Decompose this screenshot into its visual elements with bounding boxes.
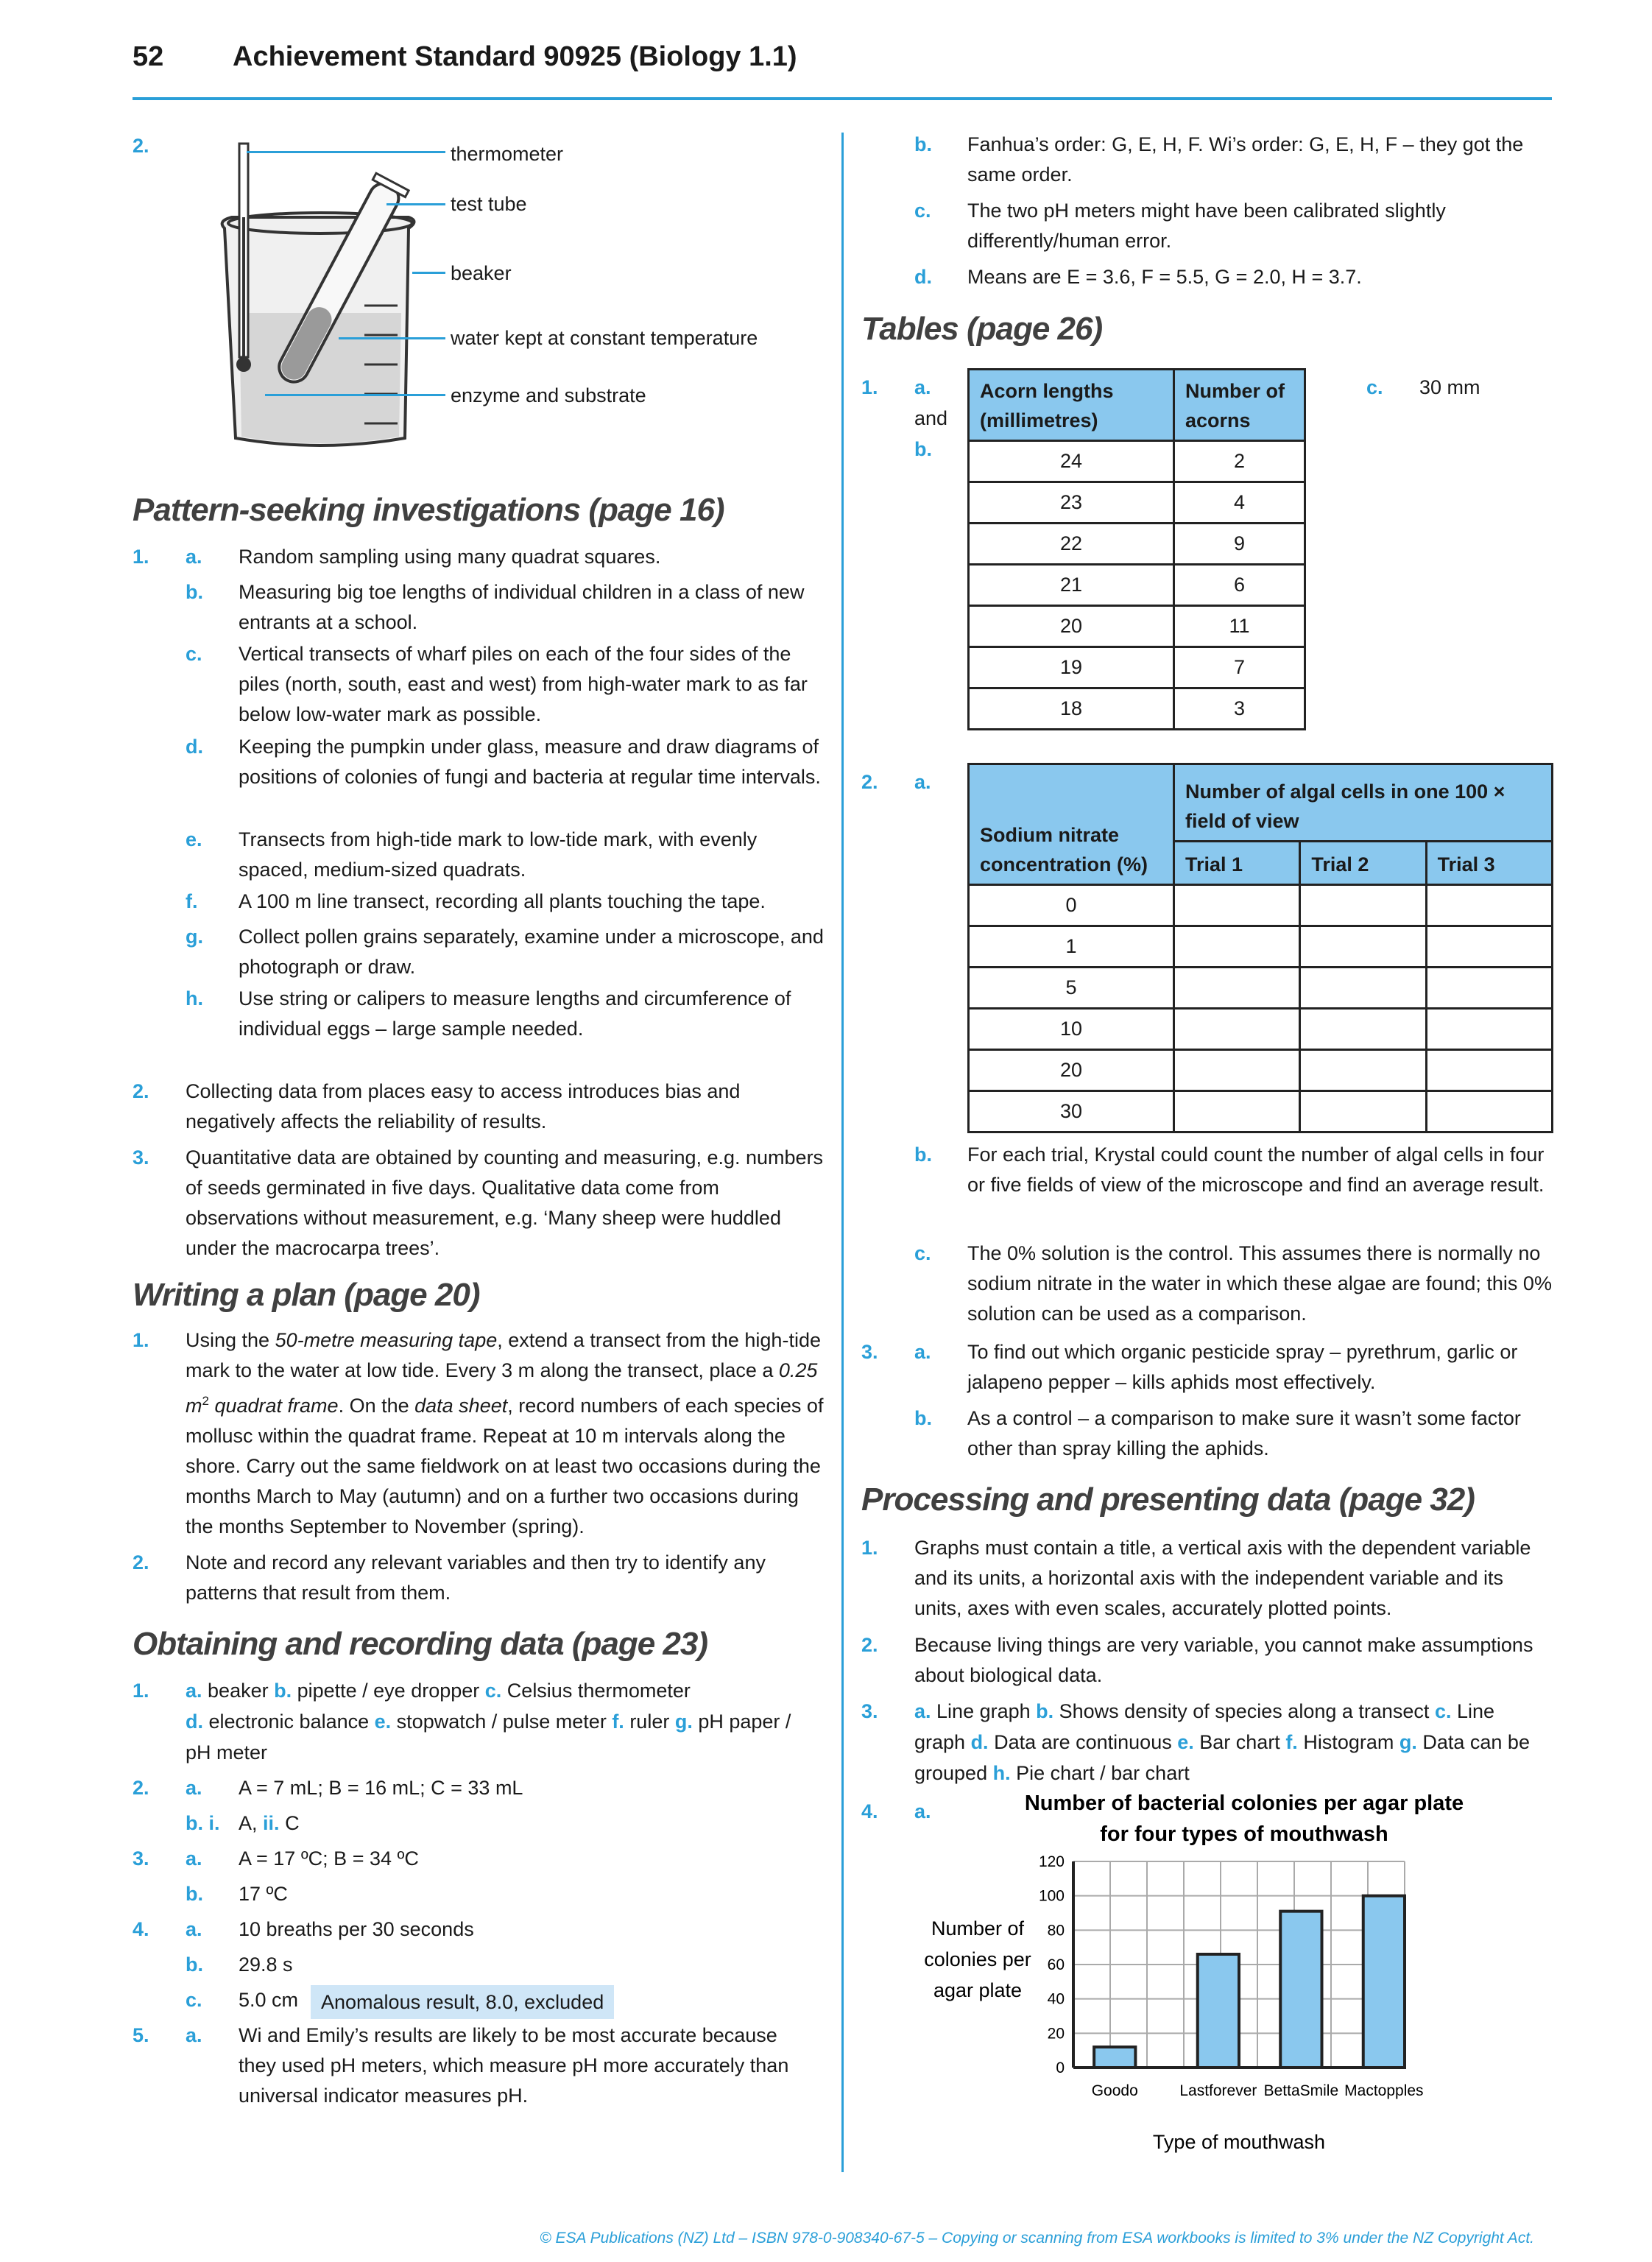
table-cell-empty [1300,1050,1426,1091]
item-label: b. [914,1407,932,1429]
table-cell-empty [1300,968,1426,1009]
question-number: 2. [133,1080,149,1102]
table-cell-empty [1300,926,1426,968]
label-water: water kept at constant temperature [451,327,758,349]
table-header: Number of acorns [1174,370,1305,441]
question-number: 1. [133,546,149,568]
answer-text: A = 7 mL; B = 16 mL; C = 33 mL [239,1777,523,1799]
chart-title: Number of bacterial colonies per agar plate [1024,1791,1464,1815]
table-header: Trial 2 [1300,842,1426,885]
item-label: b. [914,438,932,460]
answer-text: 10 breaths per 30 seconds [239,1918,474,1940]
beaker-diagram [210,129,423,460]
table-cell: 6 [1174,565,1305,606]
table-row [969,606,1305,647]
item-label: e. [374,1710,392,1733]
label-thermometer: thermometer [451,143,564,165]
item-label: a. [186,1680,202,1702]
question-number: 4. [133,1918,149,1940]
copyright-footer: © ESA Publications (NZ) Ltd – ISBN 978-0-908340-67-5 – Copying or scanning from ESA workbooks is limited to 3% under the NZ Copyright Act. [540,2230,1534,2247]
thermometer-pointer [247,151,445,153]
table-cell: 18 [969,688,1174,730]
item-label: a. [914,1700,931,1722]
table-cell-empty [1174,926,1300,968]
table-cell: 4 [1174,482,1305,524]
table-row [969,926,1553,968]
enzyme-pointer [265,394,445,396]
item-label: b. [914,1144,932,1166]
table-row [969,441,1305,482]
table-cell: 30 [969,1091,1174,1132]
item-label: c. [1366,376,1383,398]
answer-text: beaker [202,1680,275,1702]
item-label: d. [186,1710,203,1733]
question-number: 2. [133,1551,149,1574]
table-cell: 20 [969,606,1174,647]
answer-text: 17 ºC [239,1883,288,1905]
answer-text: Shows density of species along a transect [1053,1700,1435,1722]
algae-table [967,763,1553,1133]
item-label: a. [914,771,931,793]
column-divider [841,133,844,2172]
item-label: c. [914,200,931,222]
beaker-pointer [412,272,445,274]
table-row [969,688,1305,730]
bar-lastforever [1198,1954,1239,2068]
item-label: f. [1285,1731,1298,1753]
table-cell: 19 [969,647,1174,688]
question-number: 3. [133,1847,149,1870]
answer-text: Line graph [931,1700,1037,1722]
item-label: b. [274,1680,292,1702]
table-cell-empty [1174,885,1300,926]
x-tick-label: Goodo [1091,2082,1138,2099]
table-row [969,524,1305,565]
answer-text: Fanhua’s order: G, E, H, F. Wi’s order: G, E, H, F – they got the same order. [967,133,1524,186]
answer-text: ruler [624,1710,675,1733]
table-row [969,482,1305,524]
table-row [969,1091,1553,1132]
table-header: Trial 1 [1174,842,1300,885]
item-label: c. [1434,1700,1452,1722]
item-label: h. [186,987,203,1010]
header-rule [133,97,1552,100]
answer-text: Because living things are very variable, you cannot make assumptions about biological data. [914,1634,1533,1686]
test-tube-pointer [386,203,445,205]
item-label: b. [186,1883,203,1905]
answer-text: Random sampling using many quadrat squares. [239,546,661,568]
answer-text: Bar chart [1193,1731,1286,1753]
item-label: g. [186,926,203,948]
table-cell-empty [1300,1009,1426,1050]
answer-text: pH paper / [692,1710,791,1733]
table-cell: 22 [969,524,1174,565]
table-cell: 23 [969,482,1174,524]
answer-text: A = 17 ºC; B = 34 ºC [239,1847,419,1870]
answer-text: A 100 m line transect, recording all plants touching the tape. [239,890,766,912]
item-label: f. [612,1710,624,1733]
label-test-tube: test tube [451,193,527,215]
item-label: c. [186,1989,202,2011]
page-number: 52 [133,41,164,72]
item-label: a. [186,2024,202,2046]
answer-text: grouped [914,1762,993,1784]
item-label: a. [186,1777,202,1799]
item-label: a. [914,376,931,398]
table-cell: 11 [1174,606,1305,647]
item-label: g. [674,1710,693,1733]
answer-line: pH meter [186,1741,268,1764]
table-cell-empty [1300,1091,1426,1132]
item-label: a. [914,1341,931,1363]
item-label: b. [186,1953,203,1976]
bar-chart [906,1788,1553,2156]
answer-text: Note and record any relevant variables and then try to identify any patterns that result from them. [186,1551,766,1604]
table-cell-empty [1426,926,1552,968]
table-cell-empty [1174,1009,1300,1050]
answer-text: Use string or calipers to measure lengths and circumference of individual eggs – large sample needed. [239,987,791,1040]
question-number: 2. [861,771,878,793]
section-heading: Processing and presenting data (page 32) [861,1481,1475,1518]
question-number: 1. [133,1329,149,1351]
item-label: c. [914,1242,931,1264]
chart-title: for four types of mouthwash [1100,1822,1388,1846]
item-label: a. [186,1847,202,1870]
answer-line [186,1676,691,1706]
table-header: Number of algal cells in one 100 × field of view [1174,764,1553,842]
bar-goodo [1094,2047,1135,2068]
question-number: 3. [861,1341,878,1363]
x-tick-label: Lastforever [1179,2082,1257,2099]
y-tick-label: 100 [1038,1887,1065,1905]
question-number: 2. [133,1777,149,1799]
item-label: d. [970,1731,989,1753]
question-number: 3. [133,1146,149,1169]
table-cell-empty [1300,885,1426,926]
table-header: Acorn lengths (millimetres) [969,370,1174,441]
answer-text: 29.8 s [239,1953,293,1976]
item-label: d. [186,736,203,758]
answer-text: The 0% solution is the control. This assumes there is normally no sodium nitrate in the water in which these algae are found; this 0% solution can be used as a comparison. [967,1242,1552,1325]
table-cell: 24 [969,441,1174,482]
answer-text: The two pH meters might have been calibrated slightly differently/human error. [967,200,1446,252]
y-tick-label: 20 [1047,2025,1065,2043]
item-label: d. [914,266,932,288]
table-row [969,885,1553,926]
table-cell: 10 [969,1009,1174,1050]
answer-text: Histogram [1297,1731,1399,1753]
table-cell-empty [1426,1050,1552,1091]
answer-text: For each trial, Krystal could count the number of algal cells in four or five fields of view of the microscope and find an average result. [967,1144,1545,1196]
answer-text: Line [1451,1700,1495,1722]
x-tick-label: Mactopples [1344,2082,1424,2099]
table-row [969,647,1305,688]
item-label: c. [186,643,202,665]
table-header: Trial 3 [1426,842,1552,885]
table-cell: 3 [1174,688,1305,730]
table-cell-empty [1174,968,1300,1009]
table-cell: 2 [1174,441,1305,482]
y-tick-label: 0 [1056,2060,1065,2076]
table-cell: 21 [969,565,1174,606]
answer-text: Transects from high-tide mark to low-tide mark, with evenly spaced, medium-sized quadrats. [239,828,758,881]
answer-text: To find out which organic pesticide spray – pyrethrum, garlic or jalapeno pepper – kills aphids most effectively. [967,1341,1518,1393]
y-tick-label: 120 [1038,1853,1065,1870]
answer-text: As a control – a comparison to make sure it wasn’t some factor other than spray killing the aphids. [967,1407,1521,1459]
item-label: a. [186,1918,202,1940]
answer-text: Pie chart / bar chart [1010,1762,1190,1784]
table-header: Sodium nitrate concentration (%) [969,764,1174,885]
answer-text: Data are continuous [988,1731,1178,1753]
water-pointer [339,337,445,339]
item-label: a. [914,1800,931,1822]
answer-text: electronic balance [203,1710,375,1733]
label-enzyme-substrate: enzyme and substrate [451,384,646,406]
answer-line [914,1758,1190,1789]
section-heading: Pattern-seeking investigations (page 16) [133,492,724,528]
annotation-note: Anomalous result, 8.0, excluded [311,1985,614,2019]
table-cell: 9 [1174,524,1305,565]
answer-text: Means are E = 3.6, F = 5.5, G = 2.0, H = 3.7. [967,266,1362,288]
answer-text: 5.0 cm [239,1989,299,2011]
y-tick-label: 60 [1047,1956,1065,1973]
question-number: 4. [861,1800,878,1822]
table-cell: 1 [969,926,1174,968]
answer-text: Using the 50-metre measuring tape, extend a transect from the high-tide mark to the water at low tide. Every 3 m along the transect, place a 0.25 $m^2$ quadrat frame. On the data sheet, record numbers of each species of mollusc within the quadrat frame. Repeat at 10 m intervals along the shore. Carry out the same fieldwork on at least two occasions during the months March to May (autumn) and on a further two occasions during the months September to November (spring). [186,1329,824,1537]
answer-text: Celsius thermometer [501,1680,691,1702]
item-label: e. [186,828,202,850]
bar-bettasmile [1280,1912,1321,2068]
table-cell: 7 [1174,647,1305,688]
y-tick-label: 40 [1047,1990,1065,2008]
answer-text: 30 mm [1419,376,1480,398]
answer-text: Collect pollen grains separately, examine under a microscope, and photograph or draw. [239,926,824,978]
item-and: and [914,407,948,429]
y-axis-label: Number of [931,1917,1025,1939]
answer-text: Data can be [1416,1731,1530,1753]
answer-text: stopwatch / pulse meter [391,1710,613,1733]
table-row [969,1009,1553,1050]
question-number: 2. [861,1634,878,1656]
table-cell-empty [1426,885,1552,926]
answer-text: Wi and Emily’s results are likely to be most accurate because they used pH meters, which measure pH more accurately than universal indicator measures pH. [239,2024,789,2107]
bar-mactopples [1363,1896,1405,2068]
table-row [969,565,1305,606]
label-beaker: beaker [451,262,512,284]
item-label: b. [1036,1700,1054,1722]
answer-text: Keeping the pumpkin under glass, measure and draw diagrams of positions of colonies of fungi and bacteria at regular time intervals. [239,736,821,788]
item-label: g. [1399,1731,1417,1753]
y-axis-label: colonies per [924,1948,1031,1970]
item-label: h. [992,1762,1011,1784]
question-number: 5. [133,2024,149,2046]
answer-text: pipette / eye dropper [292,1680,485,1702]
item-label: c. [484,1680,502,1702]
section-heading: Obtaining and recording data (page 23) [133,1626,707,1662]
item-label: b. [186,581,203,603]
table-row [969,968,1553,1009]
table-cell-empty [1426,1091,1552,1132]
answer-text: Collecting data from places easy to access introduces bias and negatively affects the reliability of results. [186,1080,741,1132]
table-cell: 0 [969,885,1174,926]
item-label: b. i. [186,1812,220,1834]
item-label: b. [914,133,932,155]
answer-text: A, ii. C [239,1812,300,1834]
question-number: 1. [133,1680,149,1702]
section-heading: Tables (page 26) [861,311,1103,347]
question-number: 1. [861,376,878,398]
table-cell-empty [1426,1009,1552,1050]
answer-line [914,1727,1530,1758]
x-axis-label: Type of mouthwash [1152,2131,1326,2153]
item-label: f. [186,890,198,912]
table-cell-empty [1174,1091,1300,1132]
table-cell: 20 [969,1050,1174,1091]
section-heading: Writing a plan (page 20) [133,1277,480,1313]
answer-text: Vertical transects of wharf piles on each of the four sides of the piles (north, south, east and west) from high-water mark to as far below low-water mark as possible. [239,643,808,725]
item-label: e. [1177,1731,1194,1753]
acorn-table [967,368,1306,730]
question-number: 1. [861,1537,878,1559]
y-axis-label: agar plate [933,1979,1023,2001]
table-cell-empty [1174,1050,1300,1091]
question-number: 3. [861,1700,878,1722]
table-cell-empty [1426,968,1552,1009]
answer-text: Quantitative data are obtained by counting and measuring, e.g. numbers of seeds germinated in five days. Qualitative data come from observations without measurement, e.g. ‘Many sheep were huddled under the macrocarpa trees’. [186,1146,824,1259]
answer-text: Measuring big toe lengths of individual children in a class of new entrants at a school. [239,581,805,633]
answer-line [914,1696,1494,1727]
page-header-title: Achievement Standard 90925 (Biology 1.1) [233,41,797,72]
answer-text: Graphs must contain a title, a vertical axis with the dependent variable and its units, a horizontal axis with the independent variable and its units, axes with even scales, accurately plotted points. [914,1537,1531,1619]
table-row [969,1050,1553,1091]
answer-line [186,1707,791,1737]
question-number: 2. [133,135,149,157]
item-label: a. [186,546,202,568]
x-tick-label: BettaSmile [1263,2082,1339,2099]
answer-text: graph [914,1731,971,1753]
y-tick-label: 80 [1047,1922,1065,1939]
table-cell: 5 [969,968,1174,1009]
